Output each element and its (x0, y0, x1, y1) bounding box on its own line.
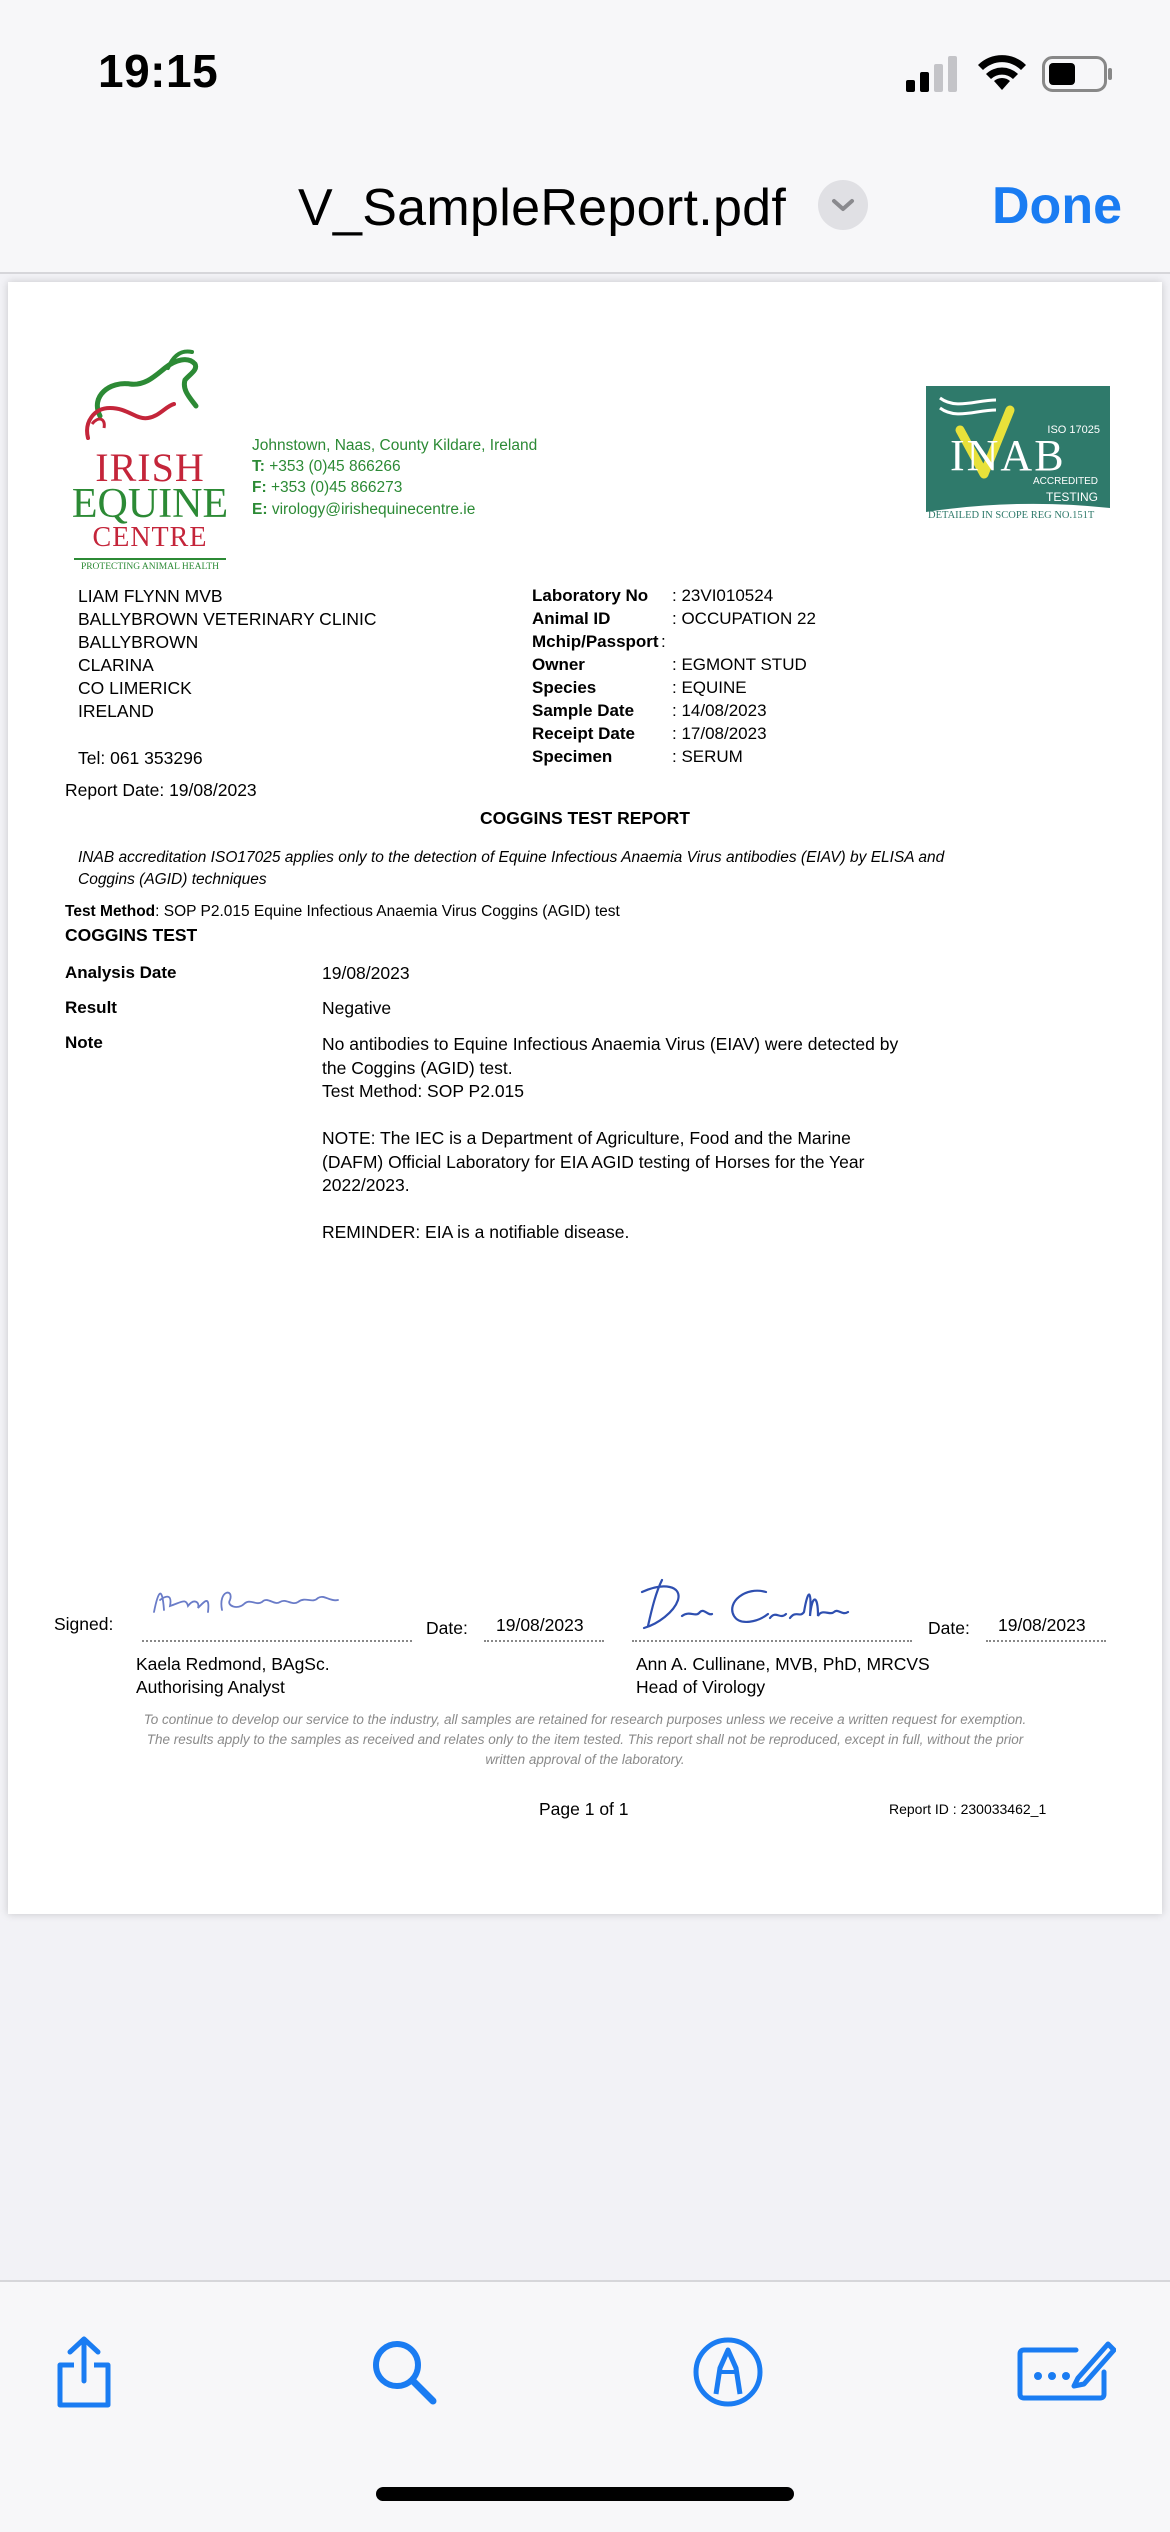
signed-label: Signed: (54, 1614, 114, 1634)
signature-ann-cullinane (634, 1572, 864, 1644)
status-time: 19:15 (98, 45, 219, 97)
title-menu-button[interactable] (818, 180, 868, 230)
share-icon (52, 2335, 116, 2409)
result-value: Negative (322, 998, 392, 1018)
fill-and-sign-button[interactable] (1016, 2332, 1116, 2412)
date-line-2 (986, 1640, 1106, 1642)
irish-equine-centre-logo (70, 346, 230, 572)
svg-text:Ann Cullinane: Ann Cullinane (634, 1572, 641, 1573)
sig1-name: Kaela Redmond, BAgSc. (136, 1654, 330, 1674)
battery-icon (1042, 56, 1114, 92)
recipient-tel: Tel: 061 353296 (78, 748, 203, 768)
sig1-role: Authorising Analyst (136, 1677, 285, 1697)
horse-logo-icon (70, 346, 230, 446)
done-button[interactable]: Done (992, 177, 1122, 235)
home-indicator (376, 2487, 794, 2501)
report-id: Report ID : 230033462_1 (889, 1801, 1047, 1817)
analysis-date-value: 19/08/2023 (322, 963, 410, 983)
contact-phone: T: +353 (0)45 866266 (252, 458, 401, 475)
wifi-icon (976, 54, 1028, 92)
note-text: No antibodies to Equine Infectious Anaemia Virus (EIAV) were detected by the Coggins (AGID) test. Test Method: SOP P2.015 NOTE: The IEC is a Department of Agriculture, Food and the Marine (DAFM) Official Laboratory for EIA AGID testing of Horses for the Year 2022/2023. REMINDER: EIA is a notifiable disease. (322, 1034, 899, 1242)
analysis-date-label: Analysis Date (65, 963, 177, 982)
status-bar (0, 0, 1170, 140)
sig2-date-label: Date: (928, 1618, 970, 1638)
search-button[interactable] (364, 2332, 444, 2412)
logo-word-irish: IRISH (95, 445, 205, 490)
markup-pen-icon (692, 2336, 764, 2408)
detail-row: Owner : EGMONT STUD (532, 655, 807, 674)
search-icon (369, 2337, 439, 2407)
detail-row: Animal ID : OCCUPATION 22 (532, 609, 816, 628)
result-label: Result (65, 998, 117, 1017)
contact-email: E: virology@irishequinecentre.ie (252, 501, 476, 518)
accreditation-note: INAB accreditation ISO17025 applies only to the detection of Equine Infectious Anaemia Virus antibodies (EIAV) by ELISA and Coggins (AGID) techniques (78, 849, 945, 888)
sig1-date-label: Date: (426, 1618, 468, 1638)
inab-scope-label: DETAILED IN SCOPE REG NO.151T (928, 510, 1095, 521)
logo-tagline: PROTECTING ANIMAL HEALTH (80, 562, 220, 572)
svg-text:Kaela Redmond: Kaela Redmond (142, 1572, 150, 1573)
detail-row: Specimen : SERUM (532, 747, 743, 766)
page-number: Page 1 of 1 (539, 1799, 629, 1819)
pdf-page (8, 282, 1162, 1914)
markup-button[interactable] (688, 2332, 768, 2412)
detail-row: Species : EQUINE (532, 678, 747, 697)
section-title: COGGINS TEST (65, 925, 198, 945)
contact-address: Johnstown, Naas, County Kildare, Ireland (252, 437, 538, 454)
share-button[interactable] (44, 2332, 124, 2412)
inab-iso-label: ISO 17025 (1047, 424, 1100, 436)
signature-line-2 (632, 1640, 912, 1642)
recipient-address: LIAM FLYNN MVB BALLYBROWN VETERINARY CLINIC BALLYBROWN CLARINA CO LIMERICK IRELAND (78, 586, 377, 721)
test-method: Test Method: SOP P2.015 Equine Infectious Anaemia Virus Coggins (AGID) test (65, 903, 620, 920)
logo-divider (74, 558, 226, 560)
form-fill-icon (1016, 2338, 1116, 2406)
contact-fax: F: +353 (0)45 866273 (252, 479, 403, 496)
cellular-signal-icon (906, 56, 960, 92)
note-label: Note (65, 1033, 103, 1052)
detail-row: Sample Date : 14/08/2023 (532, 701, 767, 720)
inab-accreditation-logo (926, 386, 1110, 526)
sample-details (532, 586, 952, 770)
sig2-name: Ann A. Cullinane, MVB, PhD, MRCVS (636, 1654, 930, 1674)
inab-testing-label: TESTING (1045, 490, 1098, 504)
sig2-role: Head of Virology (636, 1677, 766, 1697)
signature-line-1 (142, 1640, 412, 1642)
detail-row: Laboratory No : 23VI010524 (532, 586, 774, 605)
sig2-date: 19/08/2023 (998, 1615, 1086, 1635)
sig1-date: 19/08/2023 (496, 1615, 584, 1635)
document-header (0, 140, 1170, 274)
disclaimer: To continue to develop our service to the industry, all samples are retained for research purposes unless we receive a written request for exemption. The results apply to the samples as received and relates only to the item tested. This report shall not be reproduced, except in full, without the prior written approval of the laboratory. (143, 1712, 1027, 1767)
logo-word-equine: EQUINE (71, 481, 229, 527)
inab-accredited-label: ACCREDITED (1032, 476, 1098, 487)
signature-kaela-redmond (142, 1572, 362, 1628)
date-line-1 (484, 1640, 604, 1642)
chevron-down-icon (831, 197, 855, 213)
detail-row: Mchip/Passport : (532, 632, 666, 651)
document-title[interactable]: V_SampleReport.pdf (298, 179, 787, 237)
report-heading: COGGINS TEST REPORT (479, 808, 691, 828)
detail-row: Receipt Date : 17/08/2023 (532, 724, 767, 743)
inab-brand-label: INAB (950, 431, 1066, 480)
report-date: Report Date: 19/08/2023 (65, 780, 257, 800)
logo-word-centre: CENTRE (92, 522, 208, 553)
